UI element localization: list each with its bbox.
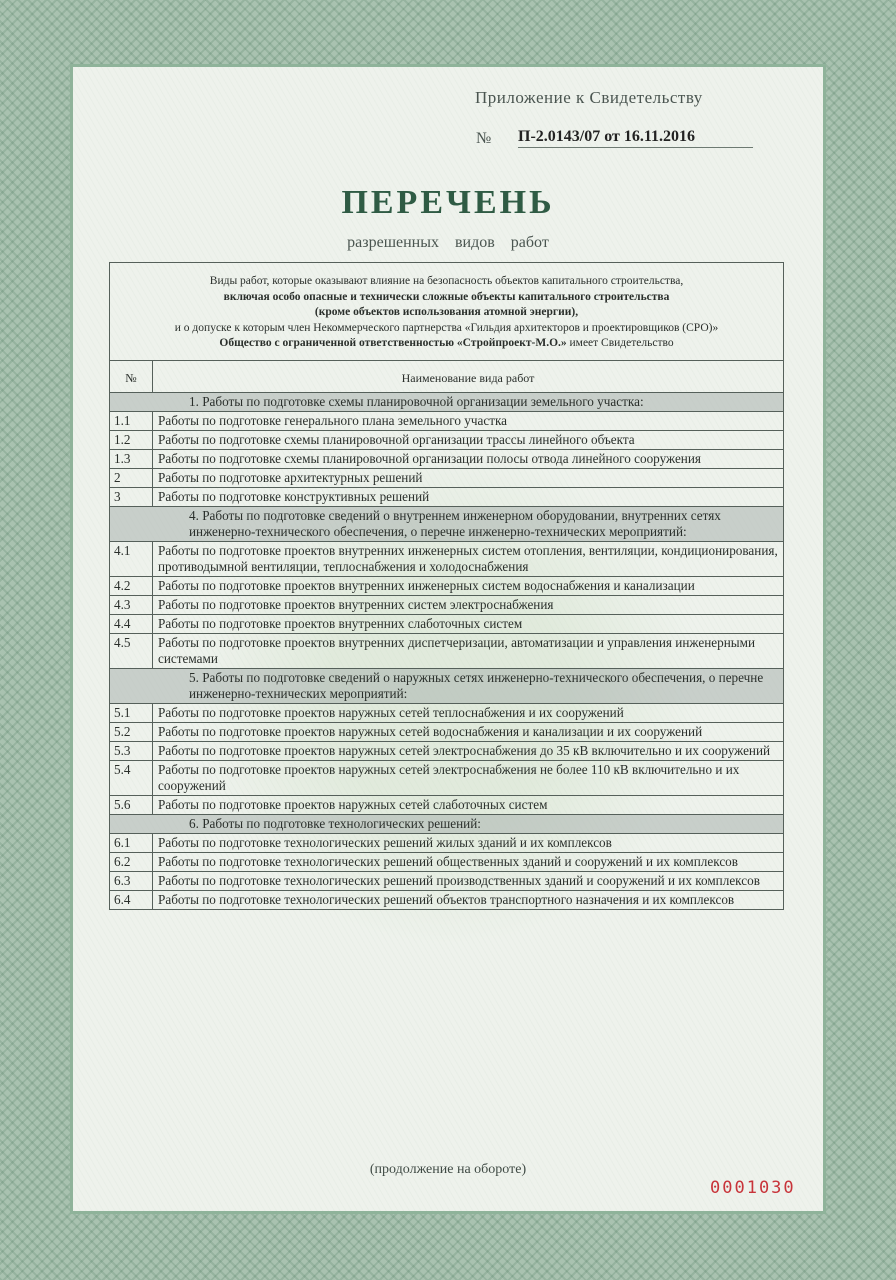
table-section-row bbox=[110, 507, 783, 542]
row-text: Работы по подготовке генерального плана земельного участка bbox=[158, 412, 508, 428]
row-number: 4.5 bbox=[110, 634, 153, 668]
row-number: 2 bbox=[110, 469, 153, 487]
row-number: 5.4 bbox=[110, 761, 153, 795]
row-number: 5.2 bbox=[110, 723, 153, 741]
intro-line-5: Общество с ограниченной ответственностью «Стройпроект-М.О.» имеет Свидетельство bbox=[219, 337, 674, 349]
row-text: Работы по подготовке проектов наружных сетей теплоснабжения и их сооружений bbox=[158, 704, 624, 720]
table-section-row bbox=[110, 815, 783, 834]
row-number: 4.1 bbox=[110, 542, 153, 576]
row-number: 6.4 bbox=[110, 891, 153, 909]
row-number bbox=[110, 507, 153, 541]
column-header-number: № bbox=[110, 361, 153, 392]
row-number: 6.3 bbox=[110, 872, 153, 890]
row-number bbox=[110, 669, 153, 703]
row-number bbox=[110, 815, 153, 833]
row-number bbox=[110, 393, 153, 411]
row-text: Работы по подготовке проектов внутренних диспетчеризации, автоматизации и управления инженерными системами bbox=[158, 634, 756, 666]
intro-line-1: Виды работ, которые оказывают влияние на безопасность объектов капитального строительства, bbox=[209, 275, 684, 287]
row-number: 1.1 bbox=[110, 412, 153, 430]
intro-line-3: (кроме объектов использования атомной энергии), bbox=[314, 306, 579, 318]
page-title: ПЕРЕЧЕНЬ bbox=[341, 184, 555, 221]
table-row bbox=[110, 542, 783, 577]
continuation-note: (продолжение на обороте) bbox=[369, 1162, 527, 1177]
table-row bbox=[110, 634, 783, 669]
row-text: Работы по подготовке схемы планировочной организации полосы отвода линейного сооружения bbox=[158, 450, 701, 466]
table-row bbox=[110, 469, 783, 488]
row-text: Работы по подготовке проектов наружных сетей электроснабжения до 35 кВ включительно и их сооружений bbox=[158, 742, 771, 758]
table-row bbox=[110, 853, 783, 872]
row-text: Работы по подготовке конструктивных решений bbox=[158, 488, 430, 504]
table-row bbox=[110, 796, 783, 815]
row-number: 6.2 bbox=[110, 853, 153, 871]
row-number: 6.1 bbox=[110, 834, 153, 852]
table-row bbox=[110, 431, 783, 450]
table-row bbox=[110, 412, 783, 431]
table-row bbox=[110, 577, 783, 596]
row-text: Работы по подготовке схемы планировочной организации трассы линейного объекта bbox=[158, 431, 635, 447]
intro-line-4: и о допуске к которым член Некоммерческого партнерства «Гильдия архитекторов и проектировщиков (СРО)» bbox=[174, 321, 719, 334]
row-text: Работы по подготовке проектов наружных сетей слаботочных систем bbox=[158, 796, 548, 812]
row-number: 4.2 bbox=[110, 577, 153, 595]
intro-line-2: включая особо опасные и технически сложные объекты капитального строительства bbox=[223, 290, 670, 303]
page-subtitle: разрешенных видов работ bbox=[347, 234, 549, 251]
table-row bbox=[110, 596, 783, 615]
row-number: 3 bbox=[110, 488, 153, 506]
certificate-number bbox=[476, 128, 756, 150]
row-number: 5.1 bbox=[110, 704, 153, 722]
table-row bbox=[110, 615, 783, 634]
table-row bbox=[110, 872, 783, 891]
row-text: Работы по подготовке проектов наружных сетей водоснабжения и канализации и их сооружений bbox=[158, 723, 703, 739]
row-text: Работы по подготовке технологических решений производственных зданий и сооружений и их комплексов bbox=[158, 872, 760, 888]
table-section-row bbox=[110, 669, 783, 704]
column-header-name: Наименование вида работ bbox=[401, 370, 535, 385]
row-number: 1.3 bbox=[110, 450, 153, 468]
row-number: 4.4 bbox=[110, 615, 153, 633]
works-table bbox=[109, 262, 784, 910]
table-row bbox=[110, 488, 783, 507]
table-header bbox=[110, 361, 783, 393]
row-text: Работы по подготовке проектов внутренних систем электроснабжения bbox=[158, 596, 554, 612]
row-number: 1.2 bbox=[110, 431, 153, 449]
table-row bbox=[110, 723, 783, 742]
serial-number: 0001030 bbox=[710, 1178, 796, 1198]
row-text: Работы по подготовке проектов наружных сетей электроснабжения не более 110 кВ включительно и их сооружений bbox=[158, 761, 740, 793]
table-row bbox=[110, 742, 783, 761]
appendix-label: Приложение к Свидетельству bbox=[475, 88, 703, 107]
table-row bbox=[110, 891, 783, 909]
row-number: 5.3 bbox=[110, 742, 153, 760]
table-row bbox=[110, 450, 783, 469]
row-text: Работы по подготовке технологических решений жилых зданий и их комплексов bbox=[158, 834, 612, 850]
row-text: Работы по подготовке проектов внутренних слаботочных систем bbox=[158, 615, 523, 631]
row-text: Работы по подготовке проектов внутренних инженерных систем отопления, вентиляции, кондиционирования, противодымной вентиляции, теплоснабжения и холодоснабжения bbox=[158, 542, 778, 574]
row-text: 1. Работы по подготовке схемы планировочной организации земельного участка: bbox=[189, 393, 644, 409]
row-number: 5.6 bbox=[110, 796, 153, 814]
row-text: 4. Работы по подготовке сведений о внутреннем инженерном оборудовании, внутренних сетях инженерно-технического обеспечения, о перечне инженерно-технических мероприятий: bbox=[189, 507, 721, 539]
row-text: Работы по подготовке технологических решений объектов транспортного назначения и их комплексов bbox=[158, 891, 735, 907]
row-text: Работы по подготовке технологических решений общественных зданий и сооружений и их комплексов bbox=[158, 853, 738, 869]
row-text: 5. Работы по подготовке сведений о наружных сетях инженерно-технического обеспечения, о перечне инженерно-технических мероприятий: bbox=[189, 669, 764, 701]
row-text: Работы по подготовке проектов внутренних инженерных систем водоснабжения и канализации bbox=[158, 577, 695, 593]
table-section-row bbox=[110, 393, 783, 412]
table-row bbox=[110, 834, 783, 853]
table-row bbox=[110, 761, 783, 796]
table-row bbox=[110, 704, 783, 723]
number-sign: № bbox=[476, 130, 492, 147]
row-text: 6. Работы по подготовке технологических решений: bbox=[189, 815, 481, 831]
certificate-number-value: П-2.0143/07 от 16.11.2016 bbox=[518, 128, 753, 148]
row-text: Работы по подготовке архитектурных решений bbox=[158, 469, 423, 485]
table-intro bbox=[110, 263, 783, 361]
row-number: 4.3 bbox=[110, 596, 153, 614]
table-body bbox=[110, 393, 783, 909]
